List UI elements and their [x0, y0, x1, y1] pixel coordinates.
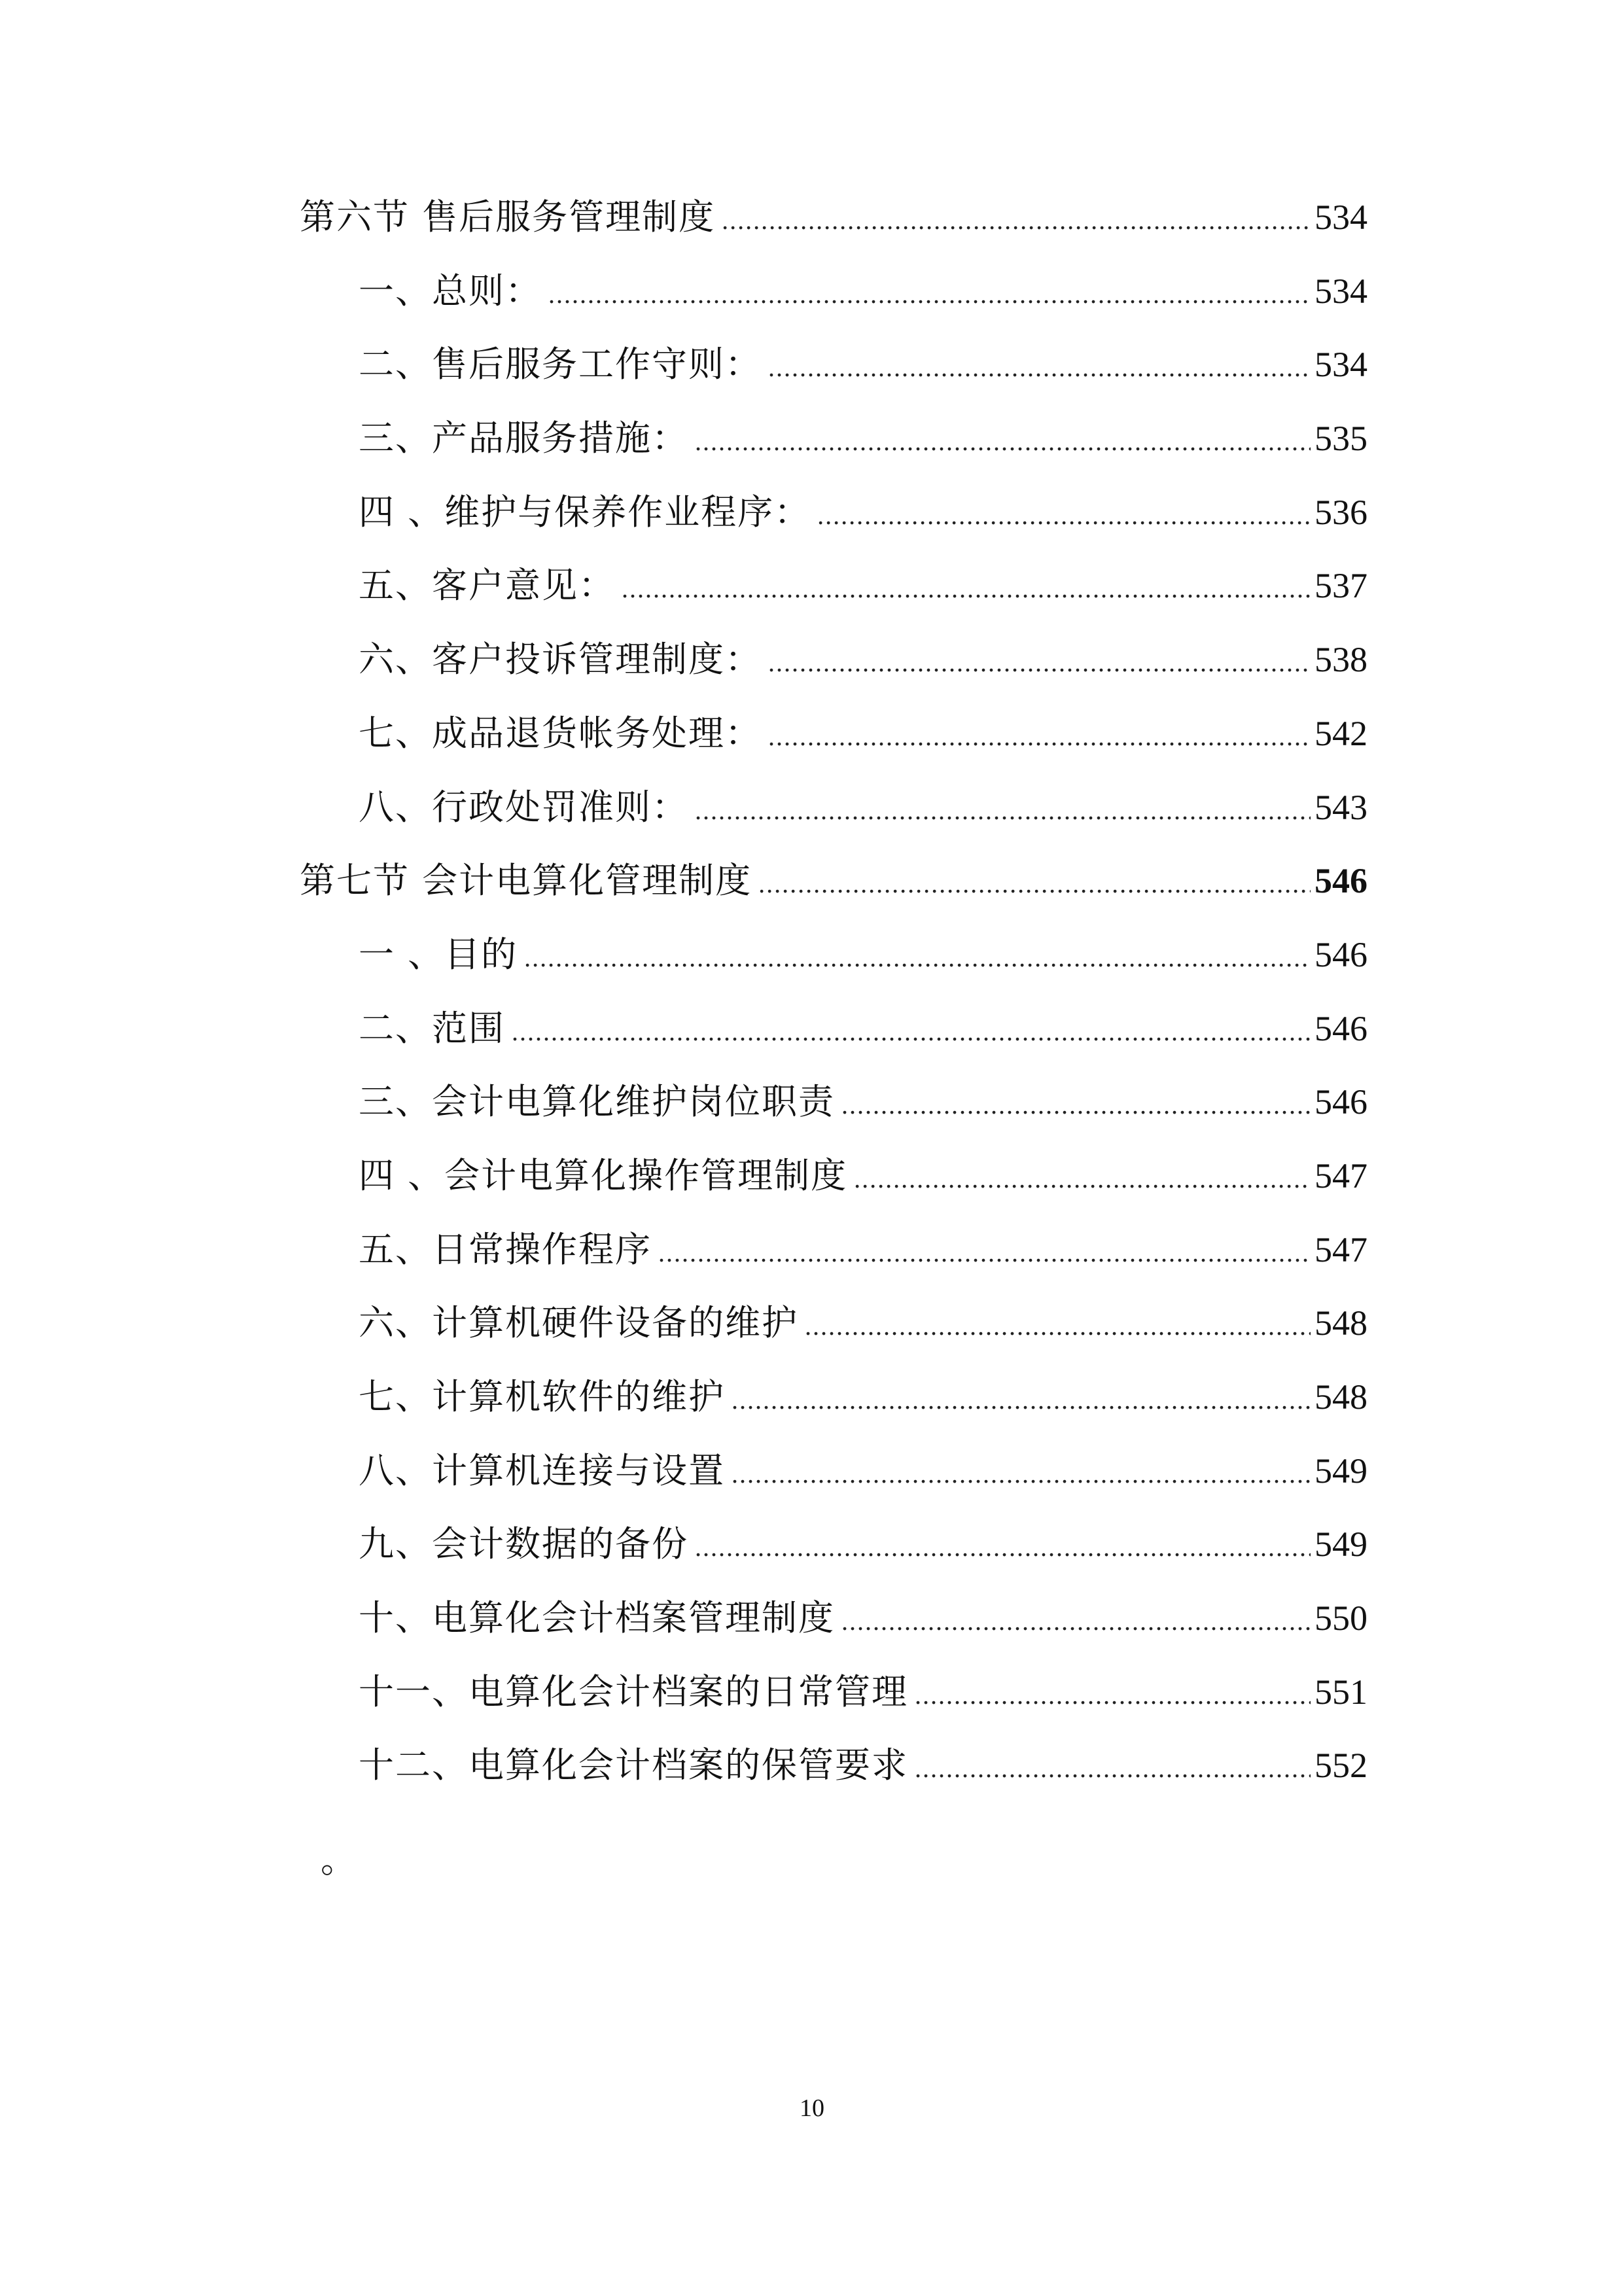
toc-entry-title: 二、范围 [359, 1007, 505, 1049]
toc-entry[interactable] [300, 931, 1368, 1005]
toc-entry-page: 546 [1315, 861, 1368, 901]
toc-section-6[interactable] [300, 194, 1368, 268]
toc-entry-title: 五、日常操作程序 [359, 1228, 652, 1270]
toc-entry-title: 九、会计数据的备份 [359, 1523, 688, 1565]
toc-entry-page: 546 [1315, 934, 1368, 974]
toc-entry-page: 537 [1315, 566, 1368, 606]
toc-entry-title: 二、售后服务工作守则： [359, 344, 762, 385]
toc-entry-page: 549 [1315, 1525, 1368, 1564]
toc-entry-page: 546 [1315, 1008, 1368, 1048]
dot-leader [841, 1598, 1311, 1645]
dot-leader [512, 1008, 1311, 1055]
dot-leader [695, 418, 1311, 465]
toc-entry[interactable] [300, 1152, 1368, 1226]
dot-leader [805, 1303, 1311, 1350]
toc-entry-page: 542 [1315, 713, 1368, 753]
toc-entry-title: 十一、电算化会计档案的日常管理 [359, 1670, 908, 1712]
toc-entry[interactable] [300, 562, 1368, 636]
page-number: 10 [800, 2094, 824, 2122]
toc-entry-page: 547 [1315, 1229, 1368, 1269]
toc-entry[interactable] [300, 1447, 1368, 1521]
dot-leader [524, 934, 1311, 981]
dot-leader [768, 713, 1311, 760]
dot-leader [854, 1156, 1311, 1203]
toc-entry-page: 534 [1315, 198, 1368, 237]
dot-leader [758, 860, 1311, 908]
toc-entry-page: 551 [1315, 1672, 1368, 1712]
toc-entry[interactable] [300, 636, 1368, 710]
table-of-contents [300, 194, 1368, 1816]
dot-leader [732, 1377, 1311, 1424]
toc-entry-page: 550 [1315, 1598, 1368, 1638]
toc-entry[interactable] [300, 1521, 1368, 1595]
toc-entry-title: 一、总则： [359, 270, 542, 311]
toc-entry-title: 十二、电算化会计档案的保管要求 [359, 1744, 908, 1786]
toc-entry[interactable] [300, 710, 1368, 784]
dot-leader [722, 197, 1311, 244]
dot-leader [695, 1524, 1311, 1571]
dot-leader [915, 1745, 1311, 1792]
toc-entry-title: 三、产品服务措施： [359, 417, 688, 459]
dot-leader [658, 1229, 1311, 1277]
toc-entry[interactable] [300, 415, 1368, 489]
toc-entry[interactable] [300, 1373, 1368, 1447]
toc-entry-title: 七、计算机软件的维护 [359, 1376, 725, 1417]
toc-entry-title: 五、客户意见： [359, 565, 615, 607]
toc-entry-title: 第七节 会计电算化管理制度 [300, 860, 752, 902]
toc-entry-title: 三、会计电算化维护岗位职责 [359, 1081, 835, 1123]
dot-leader [622, 565, 1311, 612]
trailing-punctuation: 。 [321, 1839, 356, 1881]
dot-leader [695, 787, 1311, 834]
toc-entry[interactable] [300, 268, 1368, 342]
toc-entry-title: 四 、会计电算化操作管理制度 [359, 1154, 848, 1196]
toc-entry-page: 547 [1315, 1156, 1368, 1195]
toc-section-7[interactable] [300, 857, 1368, 931]
toc-entry-title: 四 、维护与保养作业程序： [359, 491, 811, 533]
toc-entry[interactable] [300, 1595, 1368, 1669]
dot-leader [768, 344, 1311, 391]
toc-entry[interactable] [300, 1669, 1368, 1742]
toc-entry-page: 543 [1315, 787, 1368, 827]
toc-entry[interactable] [300, 784, 1368, 858]
toc-entry-page: 552 [1315, 1746, 1368, 1786]
toc-entry-page: 548 [1315, 1303, 1368, 1343]
toc-entry[interactable] [300, 1742, 1368, 1816]
toc-entry[interactable] [300, 1078, 1368, 1152]
toc-entry-title: 一 、目的 [359, 933, 518, 975]
toc-entry[interactable] [300, 1226, 1368, 1300]
toc-entry-page: 538 [1315, 640, 1368, 680]
toc-entry-page: 548 [1315, 1377, 1368, 1417]
dot-leader [817, 492, 1311, 539]
dot-leader [841, 1082, 1311, 1129]
toc-entry-title: 六、计算机硬件设备的维护 [359, 1302, 798, 1344]
toc-entry-page: 536 [1315, 492, 1368, 532]
toc-entry-page: 546 [1315, 1082, 1368, 1122]
toc-entry[interactable] [300, 1299, 1368, 1373]
toc-entry[interactable] [300, 341, 1368, 415]
toc-entry-page: 534 [1315, 271, 1368, 311]
toc-entry-page: 549 [1315, 1451, 1368, 1491]
toc-entry[interactable] [300, 1005, 1368, 1079]
toc-entry-title: 八、计算机连接与设置 [359, 1449, 725, 1491]
dot-leader [915, 1672, 1311, 1719]
dot-leader [768, 639, 1311, 686]
toc-entry-title: 第六节 售后服务管理制度 [300, 196, 716, 238]
toc-entry[interactable] [300, 489, 1368, 563]
dot-leader [548, 271, 1311, 318]
toc-entry-title: 六、客户投诉管理制度： [359, 639, 762, 680]
dot-leader [732, 1451, 1311, 1498]
toc-entry-title: 八、行政处罚准则： [359, 786, 688, 828]
toc-entry-page: 535 [1315, 419, 1368, 459]
toc-entry-title: 十、电算化会计档案管理制度 [359, 1597, 835, 1639]
toc-entry-page: 534 [1315, 345, 1368, 385]
toc-entry-title: 七、成品退货帐务处理： [359, 712, 762, 754]
